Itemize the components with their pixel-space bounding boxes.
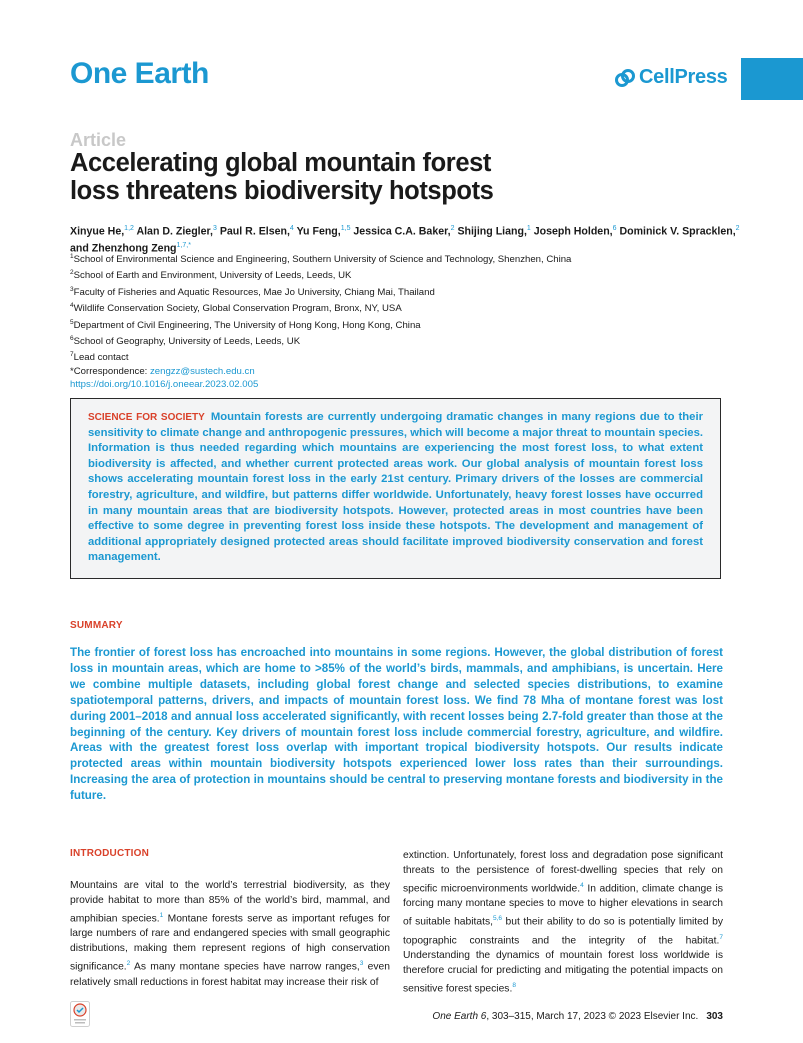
affiliation-number: 2: [70, 269, 74, 277]
affiliation-text: School of Environmental Science and Engineering, Southern University of Science and Technology, Shenzhen, China: [73, 254, 572, 266]
page-footer: [432, 1011, 723, 1022]
author-name: Joseph Holden,: [530, 225, 613, 238]
body-text: Understanding the dynamics of mountain forest loss worldwide is therefore crucial for predicting and mitigating the potential impacts on sensitive forest species.: [403, 950, 723, 995]
introduction-heading: INTRODUCTION: [70, 848, 150, 859]
affiliation-number: 4: [70, 302, 74, 310]
body-text: Mountains are vital to the world’s terrestrial biodiversity, as they provide habitat to more than 85% of the world’s bird, mammal, and amphibian species.: [70, 880, 390, 925]
publisher-name: CellPress: [639, 66, 728, 88]
body-text: Montane forests serve as important refuges for large numbers of rare and endangered species with small geographic distributions, making them represent regions of high conservation significance.: [70, 913, 390, 973]
citation-reference[interactable]: 5,6: [493, 915, 503, 923]
journal-name: One Earth: [70, 57, 209, 90]
affiliation-item: [70, 250, 750, 266]
author-affiliation-marker[interactable]: 3: [213, 225, 217, 232]
citation-reference[interactable]: 3: [359, 960, 364, 968]
author-name: Shijing Liang,: [454, 225, 527, 238]
footer-volume: 6: [478, 1011, 487, 1022]
affiliation-item: [70, 332, 750, 348]
affiliation-number: 1: [70, 253, 74, 260]
author-affiliation-marker[interactable]: 1,7,*: [176, 241, 191, 249]
page-number: 303: [706, 1011, 723, 1022]
author-affiliation-marker[interactable]: 1,5: [340, 225, 351, 232]
author-name: Dominick V. Spracklen,: [616, 225, 736, 238]
author-affiliation-marker[interactable]: 2: [735, 225, 740, 232]
article-type-label: Article: [70, 130, 127, 150]
affiliation-number: 7: [70, 351, 74, 359]
check-for-updates-icon[interactable]: [70, 1001, 90, 1027]
title-line-1: Accelerating global mountain forest: [70, 149, 491, 177]
science-for-society-heading: SCIENCE FOR SOCIETY: [88, 412, 205, 423]
science-for-society-text-block: [88, 410, 703, 566]
citation-reference[interactable]: 4: [580, 882, 584, 889]
correspondence-label: *Correspondence:: [70, 365, 150, 377]
body-text: In addition, climate change is forcing many montane species to move to higher elevations in search of suitable habitats,: [403, 883, 723, 928]
science-for-society-text: Mountain forests are currently undergoing dramatic changes in many regions due to their sensitivity to climate change and anthropogenic pressures, which will become a major threat to mountain species. Information is thus needed regarding which mountains are experiencing the most forest loss, to what extent biodiversity is affected, and whether current protected areas work. Our global analysis of mountain forest loss shows accelerating mountain forest loss in the early 21st century. Primary drivers of the losses are commercial forestry, agriculture, and wildfire, but patterns differ worldwide. Unfortunately, heavy forest losses have occurred in many mountain areas that are biodiversity hotspots. However, protected areas in most countries have been effective to some degree in preventing forest loss inside these hotspots. The development and management of additional appropriately designed protected areas should facilitate improved biodiversity conservation and forest management.: [88, 411, 703, 564]
author-name: and Zhenzhong Zeng: [70, 242, 177, 255]
citation-reference[interactable]: 7: [719, 933, 723, 941]
author-affiliation-marker[interactable]: 1,2: [124, 225, 134, 232]
title-line-2: loss threatens biodiversity hotspots: [70, 177, 494, 205]
author-name: Xinyue He,: [70, 225, 125, 238]
affiliation-item: [70, 299, 750, 315]
author-affiliation-marker[interactable]: 4: [289, 225, 294, 232]
author-affiliation-marker[interactable]: 1: [526, 225, 531, 232]
summary-text: The frontier of forest loss has encroached into mountains in some regions. However, the global distribution of forest loss in mountain areas, which are home to >85% of the world’s birds, mammals, and amphibians, is uncertain. Here we combine multiple datasets, including global forest change and selected species distributions, to examine spatiotemporal patterns, drivers, and impacts of mountain forest loss. We find 78 Mha of montane forest was lost during 2001–2018 and annual loss accelerated significantly, with recent losses being 2.7-fold greater than those at the beginning of the century. Key drivers of mountain forest loss include commercial forestry, agriculture, and wildfire. Areas with the greatest forest loss overlap with important tropical biodiversity hotspots. Our results indicate protected areas within mountain biodiversity hotspots experienced lower loss rates than their surroundings. Increasing the area of protection in mountains should be central to preserving montane forests and biodiversity in the future.: [70, 646, 723, 803]
publisher-logo[interactable]: [614, 66, 727, 89]
affiliation-item: [70, 283, 750, 299]
doi-link[interactable]: https://doi.org/10.1016/j.oneear.2023.02.005: [70, 378, 259, 390]
affiliations: [70, 250, 750, 391]
body-text: extinction. Unfortunately, forest loss and degradation pose significant threats to the persistence of forest-dwelling species that rely on specific microenvironments worldwide.: [403, 850, 723, 895]
affiliation-item: [70, 316, 750, 332]
affiliation-number: 6: [70, 334, 74, 342]
science-for-society-box: [70, 398, 721, 579]
introduction-right-column: [403, 848, 723, 997]
cellpress-logo-icon: [614, 68, 636, 88]
header-color-tab: [741, 58, 803, 100]
affiliation-text: School of Geography, University of Leeds, Leeds, UK: [73, 336, 301, 348]
affiliation-number: 3: [70, 285, 74, 293]
author-affiliation-marker[interactable]: 6: [612, 225, 617, 232]
author-affiliation-marker[interactable]: 2: [450, 225, 455, 232]
author-name: Yu Feng,: [293, 225, 341, 238]
author-name: Alan D. Ziegler,: [133, 225, 213, 238]
affiliation-text: Department of Civil Engineering, The University of Hong Kong, Hong Kong, China: [73, 319, 421, 331]
body-text: but their ability to do so is potentially limited by topographic constraints and the integrity of the habitat.: [403, 916, 723, 947]
author-name: Paul R. Elsen,: [216, 225, 290, 238]
introduction-left-column: [70, 878, 390, 990]
affiliation-text: Faculty of Fisheries and Aquatic Resources, Mae Jo University, Chiang Mai, Thailand: [73, 286, 435, 298]
body-text: even relatively small reductions in forest habitat may increase their risk of: [70, 961, 390, 988]
affiliation-item: [70, 348, 750, 364]
affiliation-item: [70, 266, 750, 282]
affiliation-text: School of Earth and Environment, University of Leeds, Leeds, UK: [73, 270, 352, 282]
correspondence-email-link[interactable]: zengzz@sustech.edu.cn: [150, 365, 255, 377]
citation-reference[interactable]: 2: [126, 960, 131, 968]
body-text: As many montane species have narrow ranges,: [130, 961, 360, 973]
author-name: Jessica C.A. Baker,: [350, 225, 451, 238]
affiliation-text: Wildlife Conservation Society, Global Conservation Program, Bronx, NY, USA: [73, 303, 402, 315]
footer-citation: , 303–315, March 17, 2023 © 2023 Elsevier Inc.: [486, 1011, 699, 1022]
affiliation-number: 5: [70, 318, 74, 326]
footer-journal: One Earth: [432, 1011, 479, 1022]
summary-heading: SUMMARY: [70, 620, 123, 631]
affiliation-list: [70, 250, 750, 365]
correspondence: [70, 365, 750, 378]
citation-reference[interactable]: 1: [159, 912, 164, 919]
affiliation-text: Lead contact: [73, 352, 129, 364]
article-title: [70, 149, 710, 205]
citation-reference[interactable]: 8: [512, 982, 516, 990]
